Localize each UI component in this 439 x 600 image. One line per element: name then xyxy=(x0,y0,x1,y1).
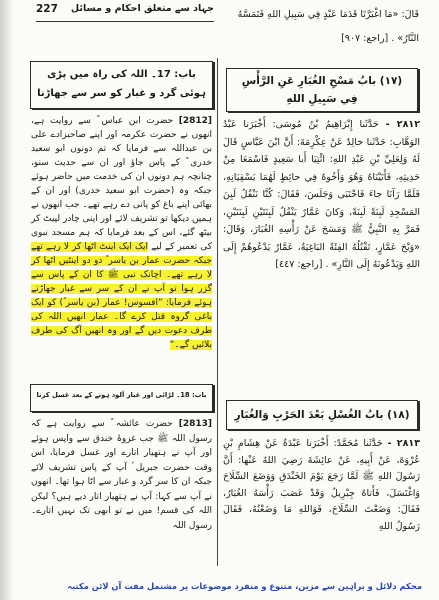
highlighted-text: ایک ایک اینٹ اٹھا کر لا رہے تھے جبکہ حضرت عمار بن یاسر ؓ دو دو اینٹیں اٹھا کر لا رہے تھے۔ اچانک نبی ﷺ کا ان کے پاس سے گزر ہوا تو آپ نے ان کے سر سے غبار جھاڑتے ہوئے فرمایا: ”افسوس! عمار (بن یاسر ؓ) کو ایک باغی گروہ قتل کرے گا۔ عمار انھیں اللہ کی طرف دعوت دیں گے اور وہ انھیں آگ کی طرف بلائیں گے۔“ xyxy=(31,242,212,350)
urdu-bab-18-heading: باب: 18۔ لڑائی اور غبار آلود ہونے کے بعد غسل کرنا xyxy=(30,384,213,412)
urdu-hadith-2813 xyxy=(31,417,212,567)
continued-arabic-line-1: قَالَ: «مَا اغْبَرَّتَا قَدَمَا عَبْدٍ فِي سَبِيلِ اللهِ فَتَمَسَّهُ xyxy=(237,9,419,20)
continued-arabic-line-2: النَّارُ» . [راجع: ٩٠٧] xyxy=(341,33,419,44)
urdu-hadith-text: حضرت ابن عباس ؓ سے روایت ہے، انھوں نے حضرت عکرمہ اور اپنے صاحبزادے علی بن عبداللہ سے فرمایا کہ تم دونوں ابو سعید خدری ؓ کے پاس جاؤ اور ان سے حدیث سنو، چنانچہ ہم دونوں ان کی خدمت میں حاضر ہوئے جبکہ وہ (حضرت ابو سعید خدری) اور ان کے بھائی اپنے باغ کو پانی دے رہے تھے۔ جب انھوں نے ہمیں دیکھا تو تشریف لائے اور اپنی چادر لپیٹ کر بیٹھ گئے، اس کے بعد فرمایا کہ ہم مسجد نبوی کی تعمیر کے لیے xyxy=(31,116,212,252)
arabic-hadith-2812 xyxy=(223,116,420,366)
column-divider xyxy=(217,58,218,566)
arabic-hadith-text: حَدَّثَنا مُحَمَّدٌ: أَخْبَرَنا عَبْدَةُ عَنْ هِشَامِ بْنِ عُرْوَةَ، عَنْ أَبِيهِ، عَنْ عائِشَةَ رَضِيَ اللهُ عَنْها: أَنَّ رَسُولَ اللهِ ﷺ لَمَّا رَجَعَ يَوْمَ الخَنْدَقِ وَوَضَعَ السِّلَاحَ وَاغْتَسَلَ، فَأَتاهُ جِبْرِيلُ وَقَدْ عَصَبَ رَأْسَهُ الغُبَارُ، فَقَالَ: وَضَعْتَ السِّلَاحَ، فَوَاللهِ مَا وَضَعْتُهُ، فَقَالَ رَسُولُ اللهِ xyxy=(223,438,420,532)
urdu-hadith-2812 xyxy=(31,114,212,382)
arabic-hadith-number: ٢٨١٣ - xyxy=(387,438,420,449)
scan-edge-shadow xyxy=(0,0,14,600)
urdu-hadith-number: [2813] xyxy=(178,419,212,429)
arabic-bab-17-heading: (١٧) بابُ مَسْحِ الغُبَارِ عَنِ الرَّأْسِ فِي سَبِيلِ اللهِ xyxy=(226,68,418,112)
footer-tagline: محکم دلائل و براہین سے مزین، متنوع و منفرد موضوعات پر مشتمل مفت آن لائن مکتبہ xyxy=(67,581,422,591)
header-rule xyxy=(36,21,214,22)
arabic-bab-18-heading: (١٨) بابُ الغُسْلِ بَعْدَ الحَرْبِ وَالغُبَارِ xyxy=(226,400,418,430)
urdu-hadith-text: حضرت عائشہ ؓ سے روایت ہے کہ رسول اللہ ﷺ جب غزوۂ خندق سے واپس ہوئے اور آپ نے ہتھیار اتارے اور غسل فرمایا، اس وقت حضرت جبریل ؑ آپ کے پاس تشریف لائے جبکہ ان کا سر گرد و غبار سے اٹا ہوا تھا۔ انھوں نے آپ سے کہا: آپ نے ہتھیار اتار دیے ہیں؟ لیکن اللہ کی قسم! میں نے تو ابھی تک نہیں اتارے۔ رسول اللہ xyxy=(31,419,212,531)
urdu-hadith-number: [2812] xyxy=(178,116,212,126)
urdu-bab-17-heading: باب: 17۔ اللہ کی راہ میں پڑی ہوئی گرد و غبار کو سر سے جھاڑنا xyxy=(30,61,213,109)
arabic-hadith-2813 xyxy=(223,436,420,568)
page-number: 227 xyxy=(36,3,58,15)
chapter-title: جہاد سے متعلق احکام و مسائل xyxy=(70,3,214,14)
arabic-hadith-text: حَدَّثَنا إِبْرَاهِيمُ بْنُ مُوسَى: أَخْبَرَنا عَبْدُ الوَهَّابِ: حَدَّثَنا خالِدٌ عَنْ عِكْرِمَةَ: أَنَّ ابْنَ عَبَّاسٍ قَالَ لَهُ وَلِعَلِيِّ بْنِ عَبْدِ اللهِ: ائْتِيَا أَبا سَعِيدٍ فَاسْمَعَا مِنْ حَدِيثِهِ، فَأَتَيْنَاهُ وَهُوَ وَأَخُوهُ فِي حائِطٍ لَهُمَا يَسْقِيَانِهِ، فَلَمَّا رَآنَا جاءَ فَاحْتَبَى وَجَلَسَ، فَقَالَ: كُنَّا نَنْقُلُ لَبِنَ المَسْجِدِ لَبِنَةً لَبِنَةً، وَكانَ عَمَّارٌ يَنْقُلُ لَبِنَتَيْنِ لَبِنَتَيْنِ، فَمَرَّ بِهِ النَّبِيُّ ﷺ وَمَسَحَ عَنْ رَأْسِهِ الغُبَارَ، وَقَالَ: «وَيْحَ عَمَّارٍ، تَقْتُلُهُ الفِئَةُ البَاغِيَةُ، عَمَّارٌ يَدْعُوهُمْ إِلَى اللهِ وَيَدْعُونَهُ إِلَى النَّارِ» . [راجع: ٤٤٧] xyxy=(223,119,420,270)
arabic-hadith-number: ٢٨١٢ - xyxy=(385,119,420,130)
